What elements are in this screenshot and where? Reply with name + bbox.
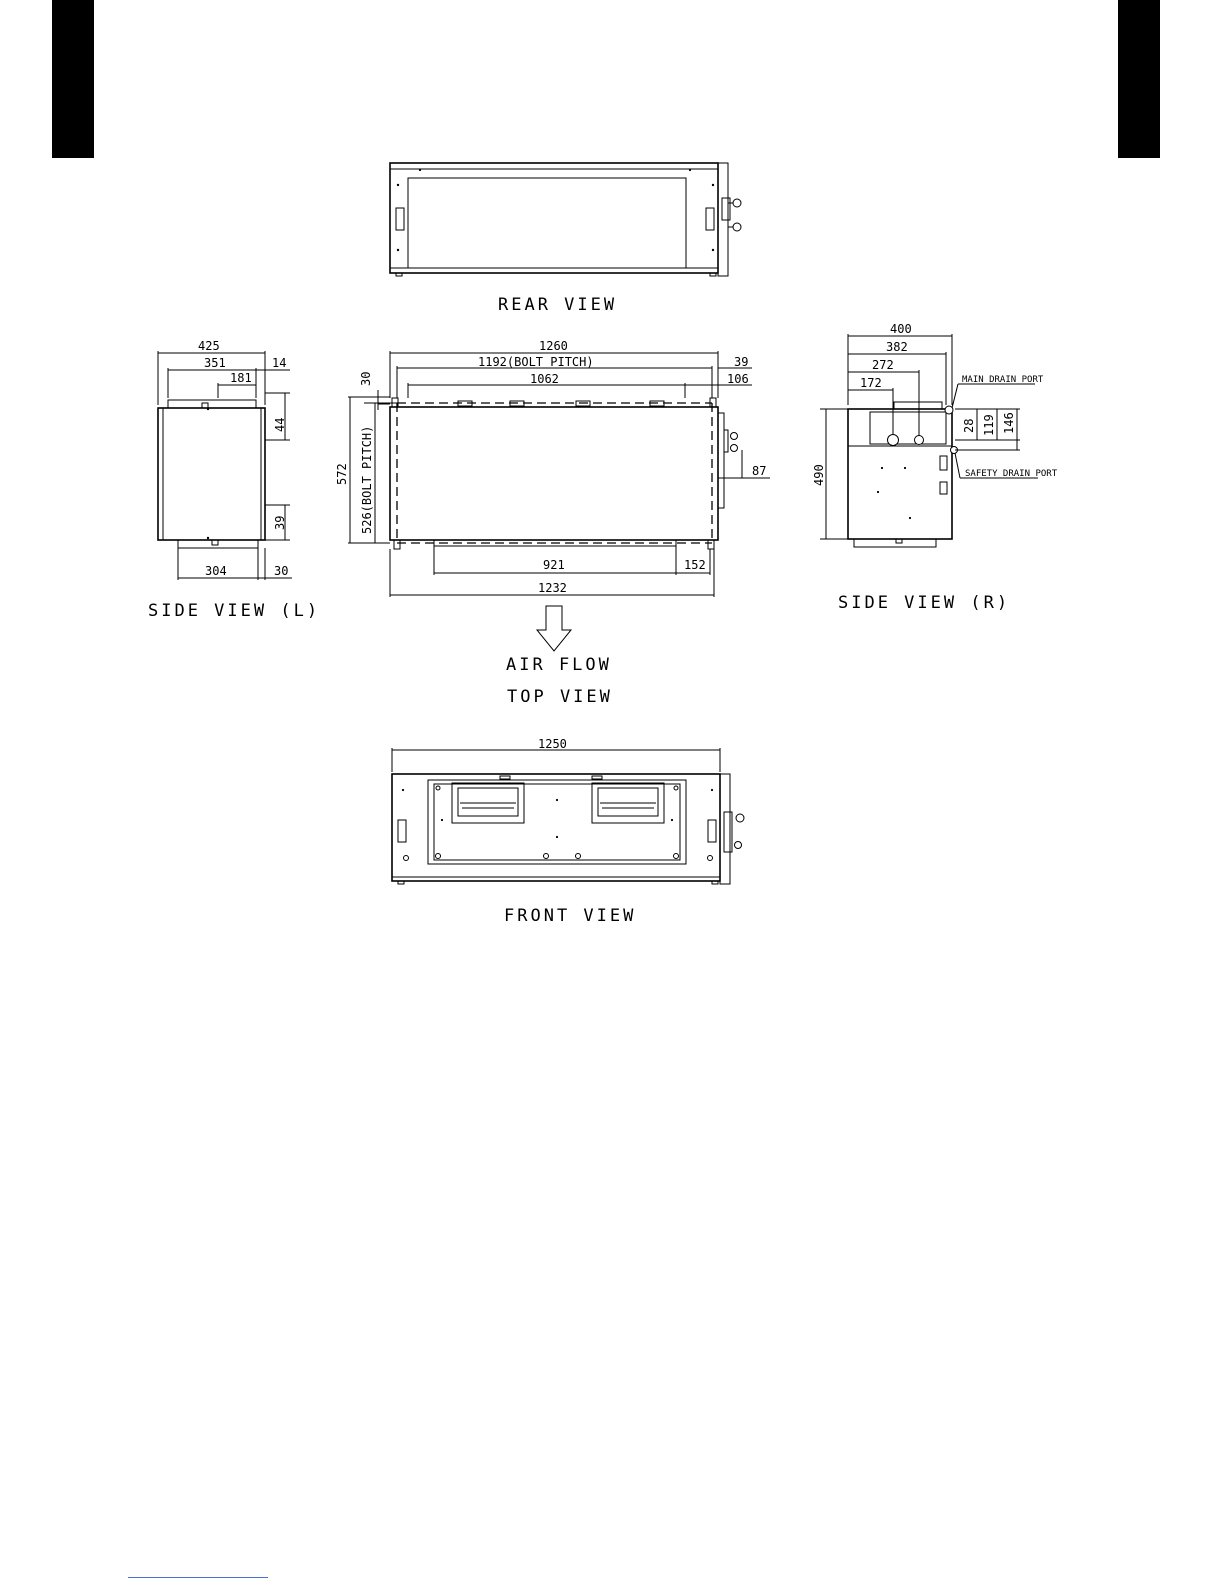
dim-172: 172 [860,376,882,390]
dim-1260: 1260 [539,339,568,353]
dim-304: 304 [205,564,227,578]
dim-87: 87 [752,464,767,478]
side-view-left-drawing [158,351,292,580]
dim-30-left: 30 [359,371,373,386]
dim-1250: 1250 [538,737,567,751]
dim-14: 14 [272,356,287,370]
dim-400: 400 [890,322,912,336]
rear-view-drawing [390,163,741,276]
dim-1232: 1232 [538,581,567,595]
dim-490: 490 [812,464,826,486]
side-view-right-label: SIDE VIEW (R) [838,593,1011,613]
rear-view-label: REAR VIEW [498,295,618,315]
front-view-drawing [392,748,744,884]
front-view-label: FRONT VIEW [504,906,637,926]
air-flow-arrow-icon [537,606,571,651]
dim-106: 106 [727,372,749,386]
dim-39: 39 [734,355,749,369]
dim-382: 382 [886,340,908,354]
dim-39-side: 39 [273,515,287,530]
dim-921: 921 [543,558,565,572]
dim-28: 28 [962,418,976,433]
dim-1192-bolt-pitch: 1192(BOLT PITCH) [478,355,594,369]
dim-181: 181 [230,371,252,385]
dim-425: 425 [198,339,220,353]
dim-152: 152 [684,558,706,572]
safety-drain-port-note: SAFETY DRAIN PORT [965,469,1058,479]
dim-30-bottom: 30 [274,564,289,578]
dim-572: 572 [335,463,349,485]
side-view-right-drawing [820,334,1038,547]
dim-272: 272 [872,358,894,372]
dim-44: 44 [273,417,287,432]
dim-1062: 1062 [530,372,559,386]
air-flow-label: AIR FLOW [506,655,612,675]
bottom-link-underline [128,1577,268,1578]
dim-146: 146 [1002,412,1016,434]
side-view-left-label: SIDE VIEW (L) [148,601,321,621]
top-view-label: TOP VIEW [507,687,613,707]
dim-351: 351 [204,356,226,370]
dim-119: 119 [982,414,996,436]
dim-526-bolt-pitch: 526(BOLT PITCH) [360,425,374,534]
main-drain-port-note: MAIN DRAIN PORT [962,375,1044,385]
